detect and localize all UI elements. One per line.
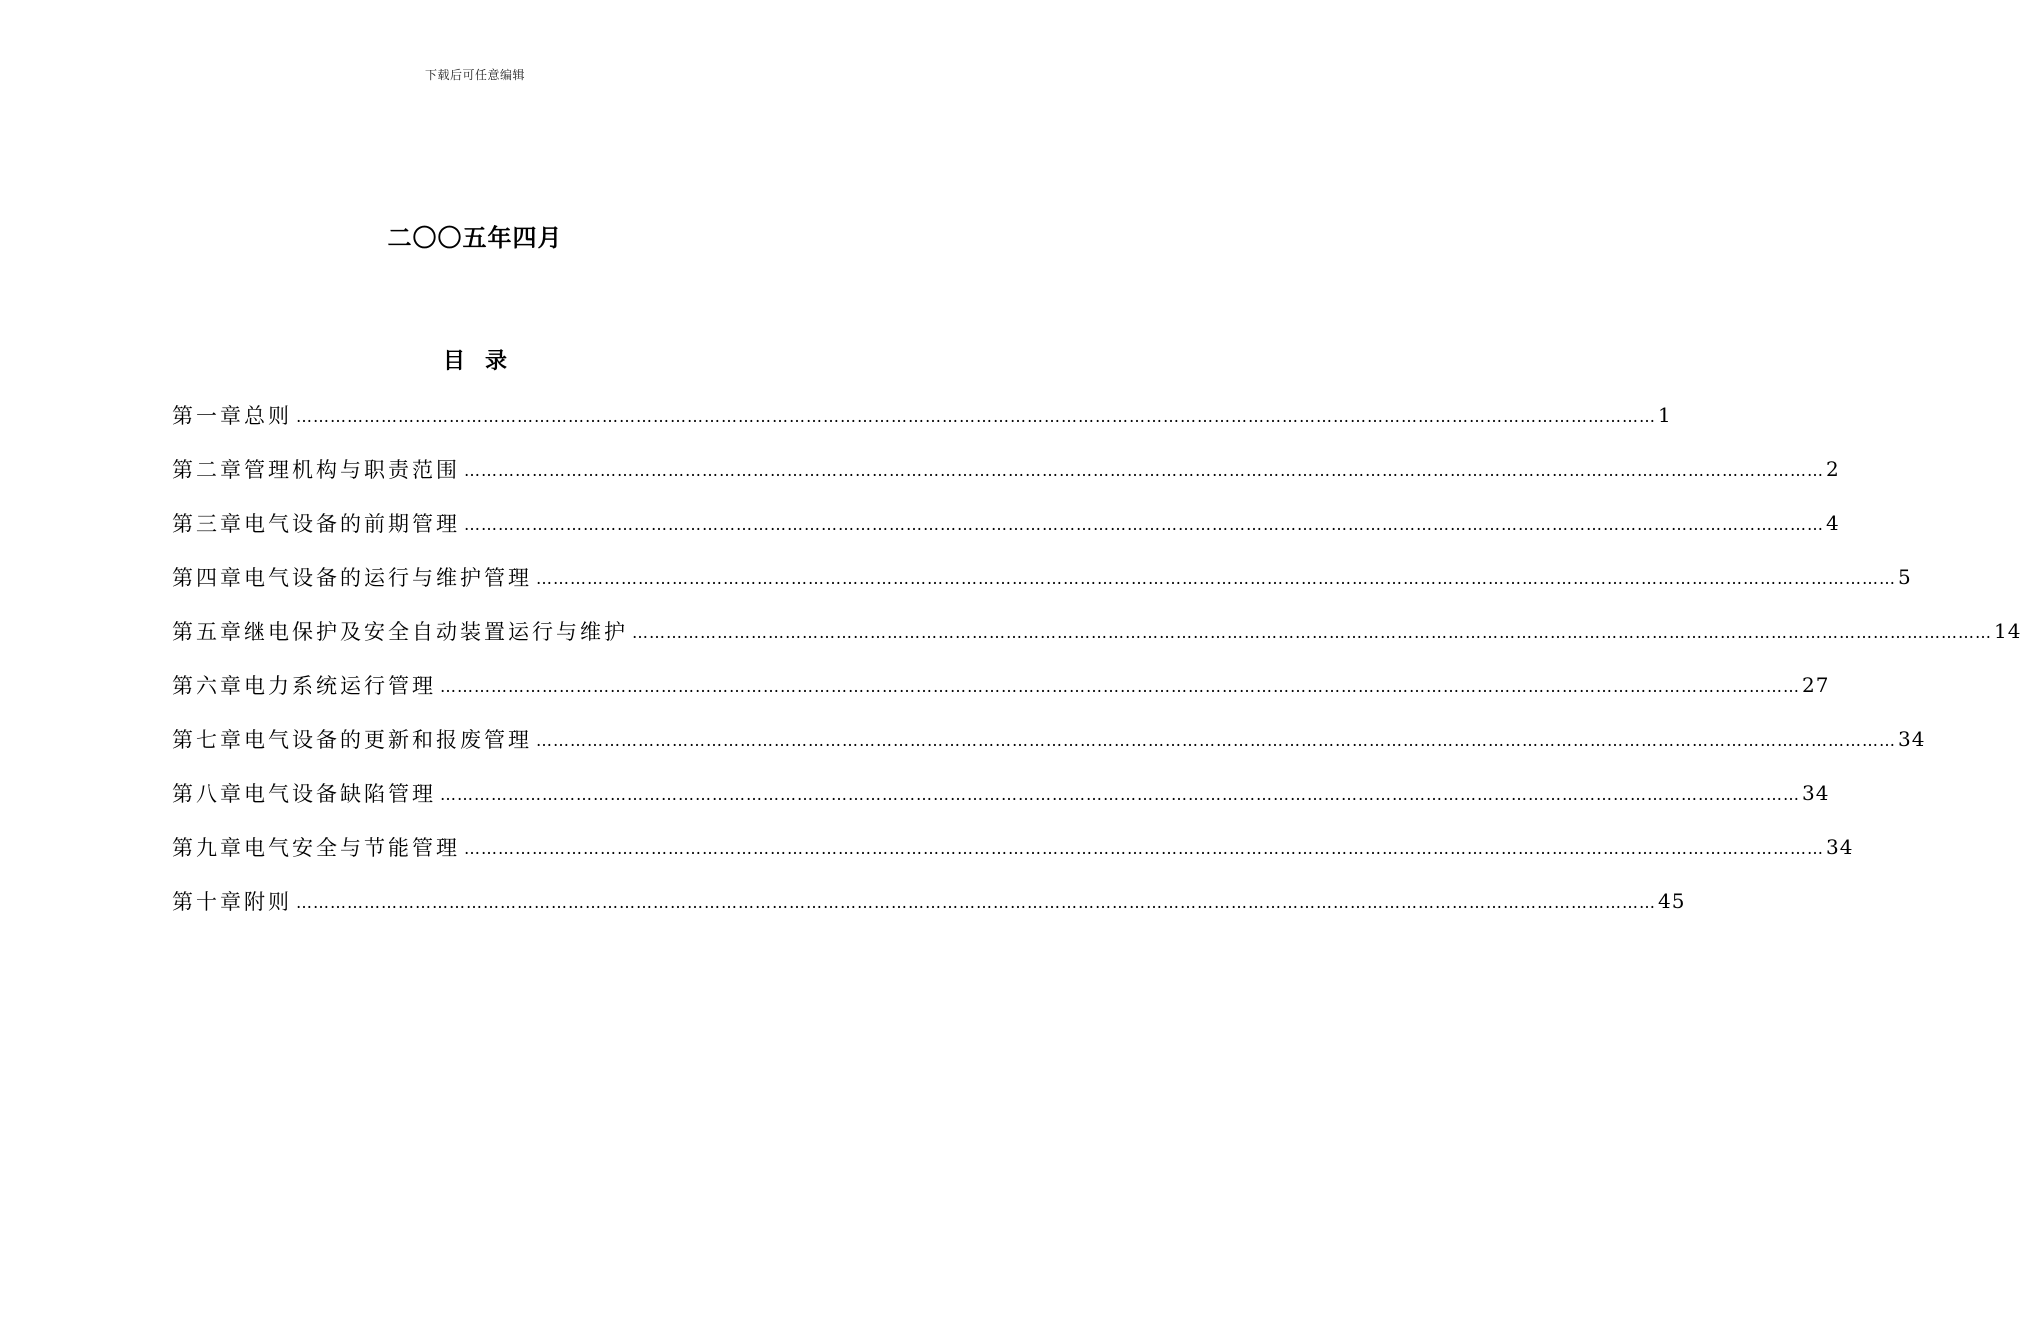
toc-entry[interactable] (172, 604, 2021, 658)
toc-title-part2: 录 (485, 349, 508, 374)
toc-entry-chapter: 第一章 (172, 404, 244, 428)
toc-entry-page: 14 (1994, 619, 2021, 643)
toc-entry-title: 继电保护及安全自动装置运行与维护 (244, 620, 628, 644)
toc-entry-title: 电气设备缺陷管理 (244, 782, 436, 806)
toc-entry-leader: …………………………………………………………………………………………………………………………………………………………………………………………………………………… (632, 622, 1992, 642)
toc-entry-leader: …………………………………………………………………………………………………………………………………………………………………………………………………………………… (440, 784, 1800, 804)
toc-entry-chapter: 第三章 (172, 512, 244, 536)
toc-entry-leader: …………………………………………………………………………………………………………………………………………………………………………………………………………………… (440, 676, 1800, 696)
toc-title-part1: 目 (442, 349, 465, 374)
toc-entry[interactable] (172, 388, 1672, 442)
toc-entry-page: 1 (1658, 403, 1672, 427)
toc-entry-chapter: 第九章 (172, 836, 244, 860)
toc-entry-chapter: 第七章 (172, 728, 244, 752)
toc-entry[interactable] (172, 442, 1840, 496)
toc-list (172, 388, 2021, 928)
toc-entry-page: 4 (1826, 511, 1840, 535)
toc-entry-title: 总则 (244, 404, 292, 428)
toc-entry-leader: …………………………………………………………………………………………………………………………………………………………………………………………………………………… (464, 460, 1824, 480)
toc-entry-title: 电气设备的更新和报废管理 (244, 728, 532, 752)
toc-entry-leader: …………………………………………………………………………………………………………………………………………………………………………………………………………………… (296, 892, 1656, 912)
toc-entry-title: 电力系统运行管理 (244, 674, 436, 698)
toc-entry-chapter: 第五章 (172, 620, 244, 644)
toc-entry-title: 附则 (244, 890, 292, 914)
toc-entry-leader: …………………………………………………………………………………………………………………………………………………………………………………………………………………… (536, 568, 1896, 588)
toc-entry-leader: …………………………………………………………………………………………………………………………………………………………………………………………………………………… (536, 730, 1896, 750)
toc-entry-page: 45 (1658, 889, 1686, 913)
toc-entry[interactable] (172, 874, 1686, 928)
toc-entry-page: 34 (1826, 835, 1854, 859)
toc-entry-title: 电气设备的运行与维护管理 (244, 566, 532, 590)
toc-entry-leader: …………………………………………………………………………………………………………………………………………………………………………………………………………………… (296, 406, 1656, 426)
toc-entry-chapter: 第四章 (172, 566, 244, 590)
toc-entry-title: 管理机构与职责范围 (244, 458, 460, 482)
toc-entry-page: 34 (1898, 727, 1926, 751)
toc-entry[interactable] (172, 820, 1854, 874)
toc-entry[interactable] (172, 658, 1830, 712)
toc-entry[interactable] (172, 496, 1840, 550)
document-date: 二〇〇五年四月 (387, 224, 563, 252)
toc-entry-page: 2 (1826, 457, 1840, 481)
toc-entry-title: 电气设备的前期管理 (244, 512, 460, 536)
toc-entry-page: 34 (1802, 781, 1830, 805)
toc-entry[interactable] (172, 712, 1926, 766)
toc-title (0, 344, 950, 375)
toc-entry-chapter: 第六章 (172, 674, 244, 698)
toc-entry[interactable] (172, 550, 1912, 604)
toc-entry-chapter: 第十章 (172, 890, 244, 914)
toc-entry-chapter: 第二章 (172, 458, 244, 482)
toc-entry-page: 27 (1802, 673, 1830, 697)
toc-entry-leader: …………………………………………………………………………………………………………………………………………………………………………………………………………………… (464, 514, 1824, 534)
toc-entry-page: 5 (1898, 565, 1912, 589)
toc-entry-leader: …………………………………………………………………………………………………………………………………………………………………………………………………………………… (464, 838, 1824, 858)
toc-entry-title: 电气安全与节能管理 (244, 836, 460, 860)
toc-entry[interactable] (172, 766, 1830, 820)
toc-entry-chapter: 第八章 (172, 782, 244, 806)
page-header: 下载后可任意编辑 (424, 68, 525, 82)
